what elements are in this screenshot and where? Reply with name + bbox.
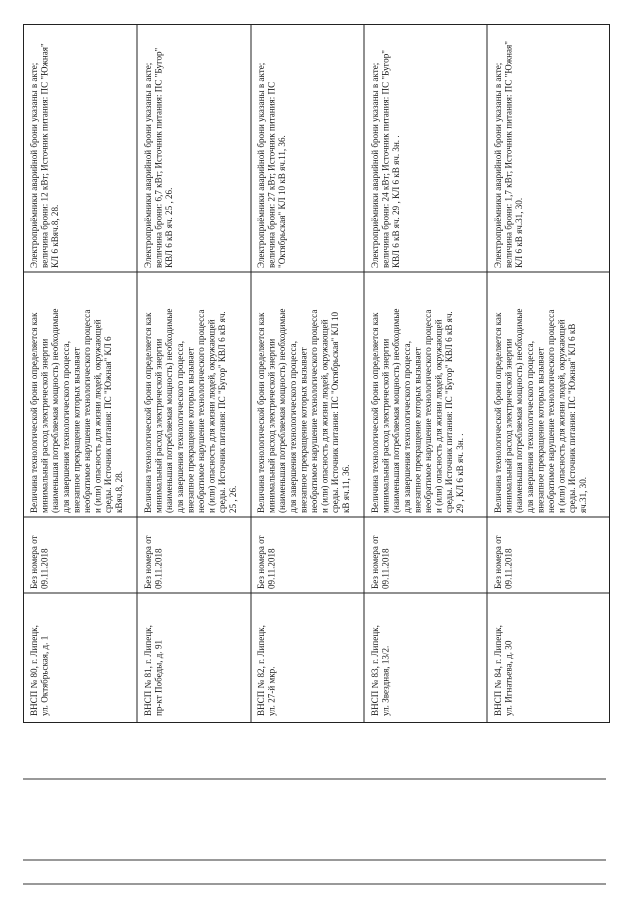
cell-object-line: пр-кт Победы, д. 91 bbox=[153, 639, 164, 716]
cell-tech-line: (наименьшая потребляемая мощность) необходимые bbox=[514, 308, 525, 513]
cell-tech-line: внезапное прекращение которых вызывает bbox=[71, 347, 82, 513]
cell-emergency-line: Электроприёмники аварийной брони указаны в акте; bbox=[29, 62, 39, 268]
table-cells bbox=[29, 41, 588, 716]
cell-emergency-line: "Октябрьская" КЛ 10 кВ яч.11, 36. bbox=[277, 135, 288, 268]
cell-tech-line: среды. Источник питания: ПС "Бугор" КВЛ 6 кВ яч. bbox=[444, 311, 455, 513]
cell-object-line: ул. 27-й мкр. bbox=[266, 666, 277, 716]
cell-object-line: ул. Игнатьева, д. 30 bbox=[503, 640, 514, 716]
cell-act-line: 09.11.2018 bbox=[380, 548, 391, 589]
cell-tech-line: минимальный расход электрической энергии bbox=[380, 338, 391, 513]
cell-act-line: Без номера от bbox=[143, 535, 153, 589]
cell-tech-line: и (или) опасность для жизни людей, окружающей bbox=[433, 319, 444, 513]
cell-act-line: Без номера от bbox=[256, 535, 266, 589]
cell-tech-line: необратимое нарушение технологического процесса bbox=[82, 309, 92, 513]
cell-tech-line: (наименьшая потребляемая мощность) необходимые bbox=[391, 308, 402, 513]
cell-tech-line: среды. Источник питания: ПС "Южная" КЛ 6 кВ bbox=[567, 323, 578, 513]
cell-object-line: ВНСП № 83, г. Липецк, bbox=[370, 625, 380, 716]
cell-tech-line: (наименьшая потребляемая мощность) необходимые bbox=[50, 308, 61, 513]
cell-emergency-line: Электроприёмники аварийной брони указаны в акте; bbox=[493, 62, 503, 268]
cell-object-line: ВНСП № 80, г. Липецк, bbox=[29, 625, 39, 716]
cell-tech-line: минимальный расход электрической энергии bbox=[39, 338, 50, 513]
continuation-rules bbox=[23, 779, 606, 884]
cell-tech-line: и (или) опасность для жизни людей, окружающей bbox=[206, 319, 217, 513]
cell-tech-line: и (или) опасность для жизни людей, окружающей bbox=[556, 319, 567, 513]
cell-tech-line: (наименьшая потребляемая мощность) необходимые bbox=[277, 308, 288, 513]
cell-object-line: ВНСП № 84, г. Липецк, bbox=[493, 625, 503, 716]
cell-emergency-line: КЛ 6 кВяч.8, 28. bbox=[50, 204, 61, 268]
cell-emergency-line: КЛ 6 кВ яч.31, 30. bbox=[514, 197, 525, 268]
cell-tech-line: для завершения технологического процесса, bbox=[60, 341, 71, 513]
cell-tech-line: минимальный расход электрической энергии bbox=[153, 338, 164, 513]
cell-object-line: ул. Октябрьская, д. 1 bbox=[39, 635, 50, 716]
cell-tech-line: необратимое нарушение технологического процесса bbox=[196, 309, 206, 513]
cell-tech-line: среды. Источник питания: ПС "Южная" КЛ 6 bbox=[103, 336, 114, 513]
cell-tech-line: для завершения технологического процесса, bbox=[401, 341, 412, 513]
cell-emergency-line: Электроприёмники аварийной брони указаны в акте; bbox=[370, 62, 380, 268]
cell-tech-line: кВ яч.11, 36. bbox=[340, 464, 351, 513]
cell-emergency-line: КВЛ 6 кВ яч. 25 , 26. bbox=[164, 187, 175, 268]
cell-tech-line: внезапное прекращение которых вызывает bbox=[298, 347, 309, 513]
cell-tech-line: кВяч.8, 28. bbox=[113, 471, 124, 513]
cell-tech-line: 29 , КЛ 6 кВ яч. 3н. . bbox=[454, 433, 465, 513]
cell-tech-line: для завершения технологического процесса, bbox=[524, 341, 535, 513]
cell-emergency-line: КВЛ 6 кВ яч. 29 , КЛ 6 кВ яч. 3н. . bbox=[391, 135, 402, 268]
cell-tech-line: минимальный расход электрической энергии bbox=[266, 338, 277, 513]
cell-tech-line: внезапное прекращение которых вызывает bbox=[412, 347, 423, 513]
cell-tech-line: необратимое нарушение технологического процесса bbox=[423, 309, 433, 513]
cell-tech-line: необратимое нарушение технологического процесса bbox=[309, 309, 319, 513]
cell-emergency-line: величина брони: 1,7 кВт; Источник питания: ПС "Южная" bbox=[503, 41, 514, 268]
cell-tech-line: Величина технологической брони определяется как bbox=[256, 312, 266, 513]
cell-tech-line: необратимое нарушение технологического процесса bbox=[546, 309, 556, 513]
cell-tech-line: 25 , 26. bbox=[227, 485, 238, 513]
cell-tech-line: внезапное прекращение которых вызывает bbox=[535, 347, 546, 513]
cell-act-line: Без номера от bbox=[370, 535, 380, 589]
cell-tech-line: среды. Источник питания: ПС "Бугор" КВЛ 6 кВ яч. bbox=[217, 311, 228, 513]
cell-emergency-line: величина брони: 6,7 кВт; Источник питания: ПС "Бугор" bbox=[153, 47, 164, 268]
cell-act-line: 09.11.2018 bbox=[503, 548, 514, 589]
cell-tech-line: среды. Источник питания: ПС "Октябрьская" КЛ 10 bbox=[330, 311, 341, 513]
cell-tech-line: Величина технологической брони определяется как bbox=[29, 312, 39, 513]
cell-tech-line: внезапное прекращение которых вызывает bbox=[185, 347, 196, 513]
cell-object-line: ВНСП № 82, г. Липецк, bbox=[256, 625, 266, 716]
cell-emergency-line: величина брони: 12 кВт; Источник питания: ПС "Южная" bbox=[39, 43, 50, 268]
cell-act-line: 09.11.2018 bbox=[266, 548, 277, 589]
cell-tech-line: яч.31, 30. bbox=[577, 476, 588, 513]
cell-tech-line: Величина технологической брони определяется как bbox=[143, 312, 153, 513]
cell-tech-line: минимальный расход электрической энергии bbox=[503, 338, 514, 513]
cell-emergency-line: Электроприёмники аварийной брони указаны в акте; bbox=[256, 62, 266, 268]
cell-tech-line: для завершения технологического процесса, bbox=[174, 341, 185, 513]
cell-tech-line: Величина технологической брони определяется как bbox=[493, 312, 503, 513]
cell-tech-line: для завершения технологического процесса, bbox=[287, 341, 298, 513]
cell-act-line: Без номера от bbox=[29, 535, 39, 589]
cell-act-line: Без номера от bbox=[493, 535, 503, 589]
cell-tech-line: и (или) опасность для жизни людей, окружающей bbox=[319, 319, 330, 513]
cell-tech-line: (наименьшая потребляемая мощность) необходимые bbox=[164, 308, 175, 513]
cell-object-line: ВНСП № 81, г. Липецк, bbox=[143, 625, 153, 716]
cell-emergency-line: величина брони: 24 кВт; Источник питания: ПС "Бугор" bbox=[380, 50, 391, 268]
cell-act-line: 09.11.2018 bbox=[153, 548, 164, 589]
cell-emergency-line: Электроприёмники аварийной брони указаны в акте; bbox=[143, 62, 153, 268]
cell-object-line: ул. Звездная, 13/2. bbox=[380, 645, 391, 716]
cell-tech-line: Величина технологической брони определяется как bbox=[370, 312, 380, 513]
cell-emergency-line: величина брони: 27 кВт; Источник питания: ПС bbox=[266, 81, 277, 268]
cell-tech-line: и (или) опасность для жизни людей, окружающей bbox=[92, 319, 103, 513]
cell-act-line: 09.11.2018 bbox=[39, 548, 50, 589]
